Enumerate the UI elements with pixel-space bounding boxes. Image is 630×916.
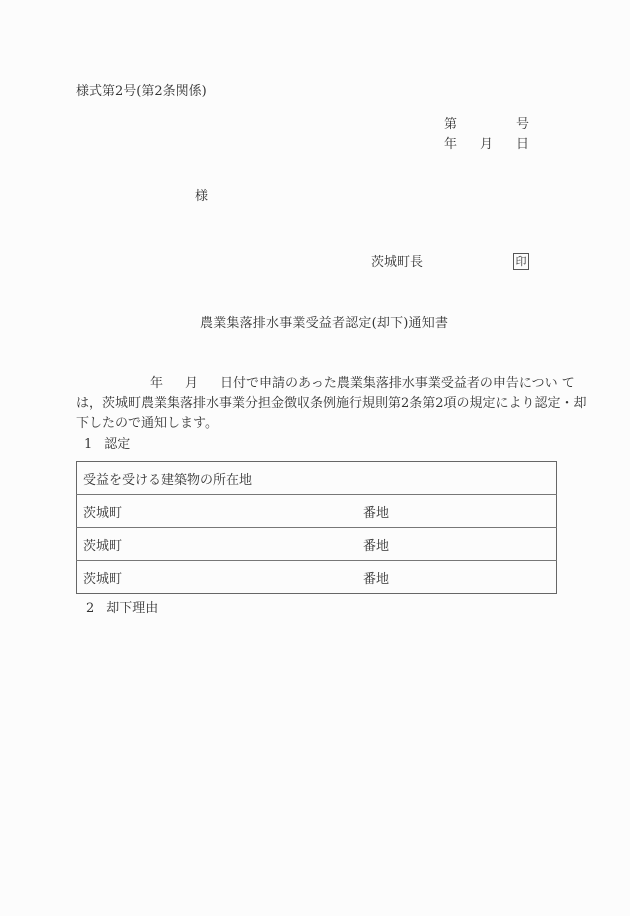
- document-title: 農業集落排水事業受益者認定(却下)通知書: [200, 316, 449, 331]
- building-location-table: [76, 461, 557, 594]
- addressee: 様: [195, 189, 209, 204]
- issuer-name: 茨城町長: [371, 255, 424, 270]
- table-row: [77, 528, 557, 561]
- date-year: 年: [444, 137, 458, 152]
- lot-suffix-cell: 番地: [363, 495, 557, 528]
- number-suffix: 号: [516, 117, 530, 132]
- section-rejection-heading: 2 却下理由: [86, 601, 159, 616]
- seal-mark: 印: [513, 253, 529, 270]
- section-approval-heading: 1 認定: [84, 437, 131, 452]
- town-cell: 茨城町: [77, 561, 364, 594]
- town-cell: 茨城町: [77, 495, 364, 528]
- body-line-2: は，茨城町農業集落排水事業分担金徴収条例施行規則第2条第2項の規定により認定・却: [76, 396, 587, 411]
- town-cell: 茨城町: [77, 528, 364, 561]
- body-paragraph: [76, 374, 587, 434]
- date-month: 月: [480, 137, 494, 152]
- table-row: [77, 561, 557, 594]
- table-header-row: [77, 462, 557, 495]
- table-row: [77, 495, 557, 528]
- body-line-1: 年 月 日付で申請のあった農業集落排水事業受益者の申告につい て: [150, 376, 575, 391]
- date-day: 日: [516, 137, 530, 152]
- body-line-3: 下したので通知します。: [76, 416, 218, 431]
- lot-suffix-cell: 番地: [363, 561, 557, 594]
- table-header: 受益を受ける建築物の所在地: [83, 472, 253, 488]
- number-prefix: 第: [444, 117, 458, 132]
- lot-suffix-cell: 番地: [363, 528, 557, 561]
- form-number: 様式第2号(第2条関係): [76, 84, 207, 99]
